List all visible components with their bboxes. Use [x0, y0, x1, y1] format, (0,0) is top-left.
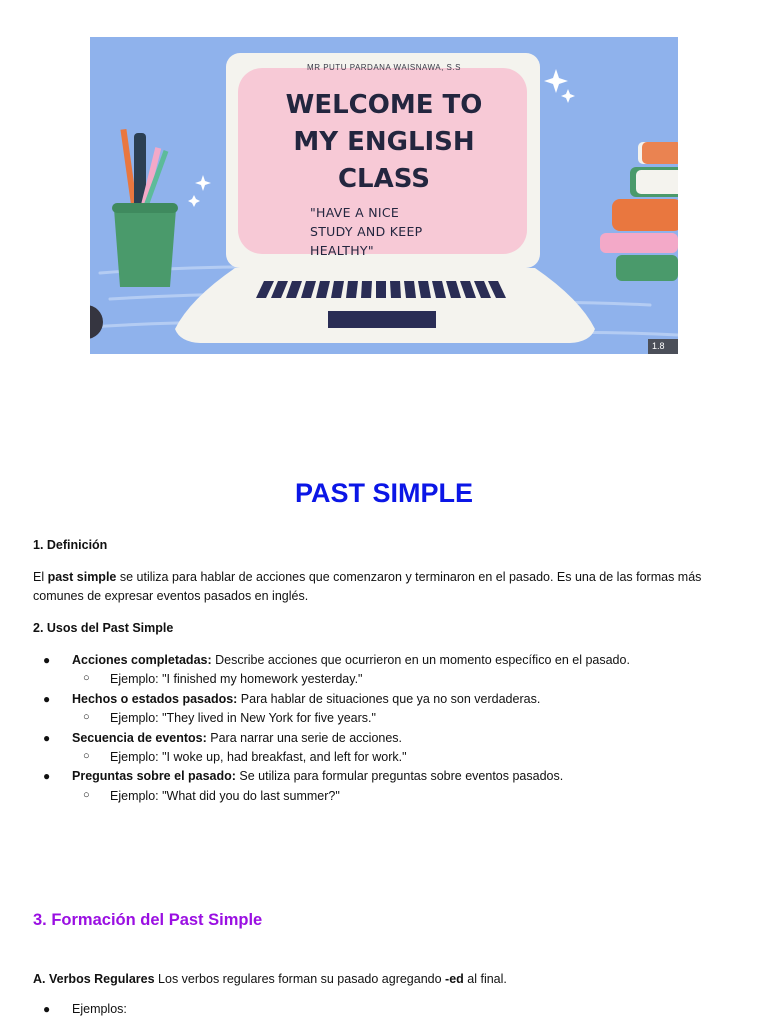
welcome-line: MY ENGLISH	[293, 127, 475, 157]
quote-line: STUDY AND KEEP	[310, 224, 423, 239]
bullet-icon: ●	[43, 769, 51, 784]
regular-verbs-text: Los verbos regulares forman su pasado agregando	[154, 972, 446, 986]
regular-verbs-paragraph	[33, 970, 723, 989]
quote-line: HEALTHY"	[310, 243, 374, 258]
examples-list	[0, 1000, 127, 1019]
definition-pre: El	[33, 570, 48, 584]
regular-verbs-label: A. Verbos Regulares	[33, 972, 155, 986]
use-label: Acciones completadas:	[72, 653, 212, 667]
definition-paragraph	[33, 568, 723, 606]
list-item	[0, 709, 630, 728]
use-label: Hechos o estados pasados:	[72, 691, 238, 706]
section-1-heading: 1. Definición	[33, 538, 108, 552]
use-text: Para hablar de situaciones que ya no son verdaderas.	[237, 691, 541, 706]
bullet-icon: ●	[43, 730, 51, 745]
list-item	[0, 1000, 127, 1019]
quote-line: "HAVE A NICE	[310, 205, 400, 220]
use-example: Ejemplo: "What did you do last summer?"	[110, 788, 340, 803]
use-example: Ejemplo: "I finished my homework yesterday."	[110, 672, 363, 687]
welcome-line: CLASS	[337, 164, 431, 194]
regular-suffix: -ed	[445, 972, 464, 986]
welcome-banner-image	[90, 37, 678, 354]
list-item	[0, 748, 630, 767]
examples-label: Ejemplos:	[72, 1002, 127, 1016]
use-text: Describe acciones que ocurrieron en un momento específico en el pasado.	[211, 653, 630, 667]
hollow-bullet-icon: ○	[83, 672, 90, 685]
definition-text: se utiliza para hablar de acciones que comenzaron y terminaron en el pasado. Es una de las formas más comunes de expresar eventos pasados en inglés.	[33, 570, 702, 603]
uses-list	[0, 651, 630, 806]
regular-verbs-end: al final.	[463, 972, 507, 986]
video-duration-badge: 1.8	[648, 339, 678, 354]
list-item	[0, 651, 630, 670]
use-text: Se utiliza para formular preguntas sobre eventos pasados.	[235, 769, 564, 784]
section-2-heading: 2. Usos del Past Simple	[33, 621, 174, 635]
section-3-heading: 3. Formación del Past Simple	[33, 911, 263, 929]
bullet-icon: ●	[43, 691, 51, 706]
bullet-icon: ●	[43, 653, 51, 667]
page-title: PAST SIMPLE	[294, 478, 474, 508]
use-example: Ejemplo: "They lived in New York for five years."	[110, 711, 376, 726]
list-item	[0, 670, 630, 689]
banner-credit: MR PUTU PARDANA WAISNAWA, S.S	[307, 63, 461, 72]
list-item	[0, 767, 630, 786]
welcome-line: WELCOME TO	[285, 90, 483, 120]
list-item	[0, 729, 630, 748]
hollow-bullet-icon: ○	[83, 711, 90, 724]
hollow-bullet-icon: ○	[83, 788, 90, 801]
bullet-icon: ●	[43, 1002, 51, 1016]
hollow-bullet-icon: ○	[83, 750, 90, 763]
use-label: Preguntas sobre el pasado:	[72, 769, 236, 784]
banner-quote	[310, 203, 460, 260]
use-label: Secuencia de eventos:	[72, 730, 207, 745]
use-example: Ejemplo: "I woke up, had breakfast, and left for work."	[110, 750, 407, 765]
list-item	[0, 690, 630, 709]
definition-term: past simple	[47, 570, 117, 584]
use-text: Para narrar una serie de acciones.	[206, 730, 403, 745]
banner-welcome-heading	[240, 87, 528, 198]
list-item	[0, 787, 630, 806]
